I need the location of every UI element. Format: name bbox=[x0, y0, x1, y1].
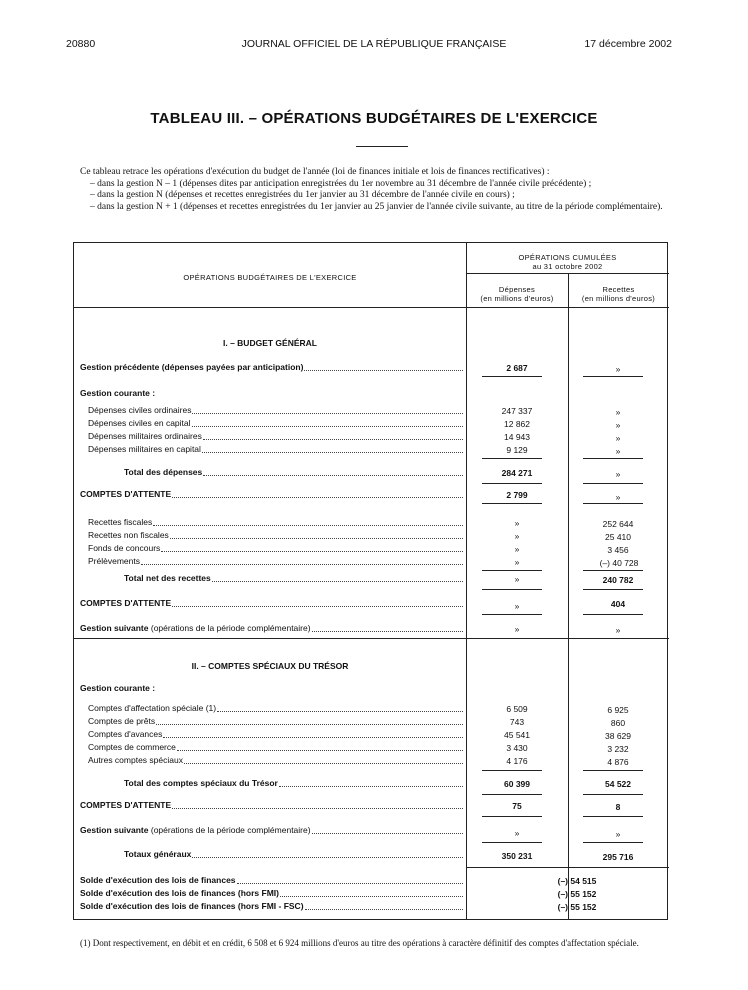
depenses-value: » bbox=[514, 574, 520, 584]
page-title: TABLEAU III. – OPÉRATIONS BUDGÉTAIRES DE L'EXERCICE bbox=[150, 110, 598, 127]
table-row bbox=[88, 703, 464, 714]
row-label: Recettes fiscales bbox=[88, 517, 153, 527]
row-label: COMPTES D'ATTENTE bbox=[80, 598, 172, 608]
row-label: COMPTES D'ATTENTE bbox=[80, 489, 172, 499]
row-label: Comptes de prêts bbox=[88, 716, 156, 726]
table-row bbox=[80, 623, 464, 634]
depenses-value: » bbox=[514, 557, 520, 567]
table-row bbox=[88, 431, 464, 442]
table-row bbox=[88, 716, 464, 727]
recettes-value: » bbox=[615, 420, 621, 430]
depenses-value: 12 862 bbox=[504, 419, 530, 429]
recettes-value: 25 410 bbox=[605, 532, 631, 542]
row-label: Comptes d'avances bbox=[88, 729, 163, 739]
depenses-value: 743 bbox=[509, 717, 525, 727]
recettes-value: 3 232 bbox=[607, 744, 629, 754]
row-label: Gestion suivante (opérations de la période complémentaire) bbox=[80, 623, 311, 633]
row-label: COMPTES D'ATTENTE bbox=[80, 800, 172, 810]
depenses-value: 284 271 bbox=[501, 468, 533, 478]
depenses-value: » bbox=[514, 518, 520, 528]
intro-item: – dans la gestion N + 1 (dépenses et recettes enregistrées du 1er janvier au 25 janvier de l'année civile suivante, au titre de la période complémentaire). bbox=[90, 201, 663, 212]
table-row bbox=[80, 489, 464, 500]
depenses-value: 2 687 bbox=[506, 363, 528, 373]
cumul-header: OPÉRATIONS CUMULÉES bbox=[518, 253, 617, 262]
table-row bbox=[88, 517, 464, 528]
recettes-unit: (en millions d'euros) bbox=[581, 294, 656, 303]
row-label: Total des dépenses bbox=[124, 467, 203, 477]
depenses-value: 75 bbox=[512, 801, 522, 811]
solde-label: Solde d'exécution des lois de finances bbox=[80, 875, 236, 885]
depenses-value: » bbox=[514, 544, 520, 554]
depenses-value: 2 799 bbox=[506, 490, 528, 500]
row-label: Autres comptes spéciaux bbox=[88, 755, 183, 765]
issue-date: 17 décembre 2002 bbox=[584, 38, 672, 50]
recettes-value: 240 782 bbox=[602, 575, 634, 585]
header-rule bbox=[74, 307, 669, 308]
solde-label: Solde d'exécution des lois de finances (hors FMI) bbox=[80, 888, 279, 898]
table-row bbox=[80, 825, 464, 836]
intro-lead: Ce tableau retrace les opérations d'exécution du budget de l'année (loi de finances initiale et lois de finances rectificatives) : bbox=[80, 167, 550, 177]
recettes-header: Recettes bbox=[602, 285, 635, 294]
table-row bbox=[124, 467, 464, 478]
recettes-value: 8 bbox=[615, 802, 621, 812]
header-rule bbox=[466, 273, 669, 274]
recettes-value: 404 bbox=[610, 599, 626, 609]
recettes-value: 252 644 bbox=[602, 519, 634, 529]
row-label: Comptes d'affectation spéciale (1) bbox=[88, 703, 217, 713]
main-column-header: OPÉRATIONS BUDGÉTAIRES DE L'EXERCICE bbox=[183, 273, 357, 282]
depenses-header: Dépenses bbox=[498, 285, 536, 294]
depenses-value: 45 541 bbox=[504, 730, 530, 740]
recettes-value: » bbox=[615, 407, 621, 417]
row-label: Dépenses militaires en capital bbox=[88, 444, 201, 454]
recettes-value: 4 876 bbox=[607, 757, 629, 767]
depenses-value: » bbox=[514, 828, 520, 838]
solde-row bbox=[80, 888, 464, 899]
depenses-unit: (en millions d'euros) bbox=[480, 294, 554, 303]
depenses-value: 6 509 bbox=[506, 704, 528, 714]
solde-value: (–) 55 152 bbox=[557, 889, 597, 899]
recettes-value: 3 456 bbox=[607, 545, 629, 555]
recettes-value: 54 522 bbox=[605, 779, 631, 789]
cumul-date: au 31 octobre 2002 bbox=[532, 262, 603, 271]
recettes-value: 860 bbox=[610, 718, 626, 728]
row-label: Prélèvements bbox=[88, 556, 140, 566]
solde-row bbox=[80, 875, 464, 886]
depenses-value: » bbox=[514, 624, 520, 634]
table-row bbox=[124, 573, 464, 584]
table-row bbox=[88, 543, 464, 554]
table-row bbox=[80, 800, 464, 811]
solde-rule bbox=[466, 867, 669, 868]
table-row bbox=[88, 418, 464, 429]
recettes-value: 295 716 bbox=[602, 852, 634, 862]
section-title: II. – COMPTES SPÉCIAUX DU TRÉSOR bbox=[191, 661, 349, 671]
intro-paragraph bbox=[80, 167, 672, 213]
row-label: Total net des recettes bbox=[124, 573, 211, 583]
table-row bbox=[88, 729, 464, 740]
recettes-value: (–) 40 728 bbox=[599, 558, 639, 568]
budget-table bbox=[73, 242, 668, 920]
section-rule bbox=[74, 638, 669, 639]
table-row bbox=[124, 849, 464, 860]
recettes-value: 6 925 bbox=[607, 705, 629, 715]
group-label: Gestion courante : bbox=[80, 388, 156, 398]
solde-row bbox=[80, 901, 464, 912]
footnote: (1) Dont respectivement, en débit et en crédit, 6 508 et 6 924 millions d'euros au titre des opérations à caractère définitif des comptes d'affectation spéciale. bbox=[80, 938, 639, 948]
row-label: Recettes non fiscales bbox=[88, 530, 169, 540]
row-label: Dépenses civiles en capital bbox=[88, 418, 191, 428]
depenses-value: 247 337 bbox=[501, 406, 533, 416]
table-row bbox=[88, 755, 464, 766]
recettes-value: » bbox=[615, 625, 621, 635]
solde-label: Solde d'exécution des lois de finances (hors FMI - FSC) bbox=[80, 901, 304, 911]
table-row bbox=[88, 444, 464, 455]
journal-title: JOURNAL OFFICIEL DE LA RÉPUBLIQUE FRANÇAISE bbox=[241, 38, 507, 50]
depenses-value: 14 943 bbox=[504, 432, 530, 442]
solde-value: (–) 54 515 bbox=[557, 876, 597, 886]
row-label: Totaux généraux bbox=[124, 849, 192, 859]
row-label: Dépenses civiles ordinaires bbox=[88, 405, 192, 415]
depenses-value: 350 231 bbox=[501, 851, 533, 861]
row-label: Fonds de concours bbox=[88, 543, 161, 553]
recettes-value: » bbox=[615, 829, 621, 839]
depenses-value: 9 129 bbox=[506, 445, 528, 455]
row-label: Dépenses militaires ordinaires bbox=[88, 431, 202, 441]
depenses-value: 3 430 bbox=[506, 743, 528, 753]
row-label: Total des comptes spéciaux du Trésor bbox=[124, 778, 278, 788]
recettes-value: » bbox=[615, 433, 621, 443]
title-divider bbox=[356, 146, 408, 147]
table-row bbox=[88, 405, 464, 416]
depenses-value: » bbox=[514, 601, 520, 611]
column-divider bbox=[568, 273, 569, 919]
intro-item: – dans la gestion N – 1 (dépenses dites par anticipation enregistrées du 1er novembre au 31 décembre de l'année civile précédente) ; bbox=[90, 178, 592, 189]
table-row bbox=[88, 556, 464, 567]
depenses-value: 60 399 bbox=[504, 779, 530, 789]
recettes-value: » bbox=[615, 492, 621, 502]
recettes-value: » bbox=[615, 364, 621, 374]
page-number: 20880 bbox=[66, 38, 96, 50]
column-divider bbox=[466, 243, 467, 919]
recettes-value: » bbox=[615, 446, 621, 456]
table-row bbox=[124, 778, 464, 789]
row-label: Gestion précédente (dépenses payées par anticipation) bbox=[80, 362, 304, 372]
section-title: I. – BUDGET GÉNÉRAL bbox=[223, 338, 317, 348]
table-row bbox=[88, 530, 464, 541]
depenses-value: » bbox=[514, 531, 520, 541]
recettes-value: » bbox=[615, 469, 621, 479]
row-label: Comptes de commerce bbox=[88, 742, 176, 752]
table-row bbox=[80, 598, 464, 609]
recettes-value: 38 629 bbox=[605, 731, 631, 741]
table-row bbox=[80, 362, 464, 373]
solde-value: (–) 55 152 bbox=[557, 902, 597, 912]
group-label: Gestion courante : bbox=[80, 683, 156, 693]
table-row bbox=[88, 742, 464, 753]
depenses-value: 4 176 bbox=[506, 756, 528, 766]
intro-item: – dans la gestion N (dépenses et recettes enregistrées du 1er janvier au 31 décembre de l'année civile en cours) ; bbox=[90, 190, 515, 201]
row-label: Gestion suivante (opérations de la période complémentaire) bbox=[80, 825, 311, 835]
